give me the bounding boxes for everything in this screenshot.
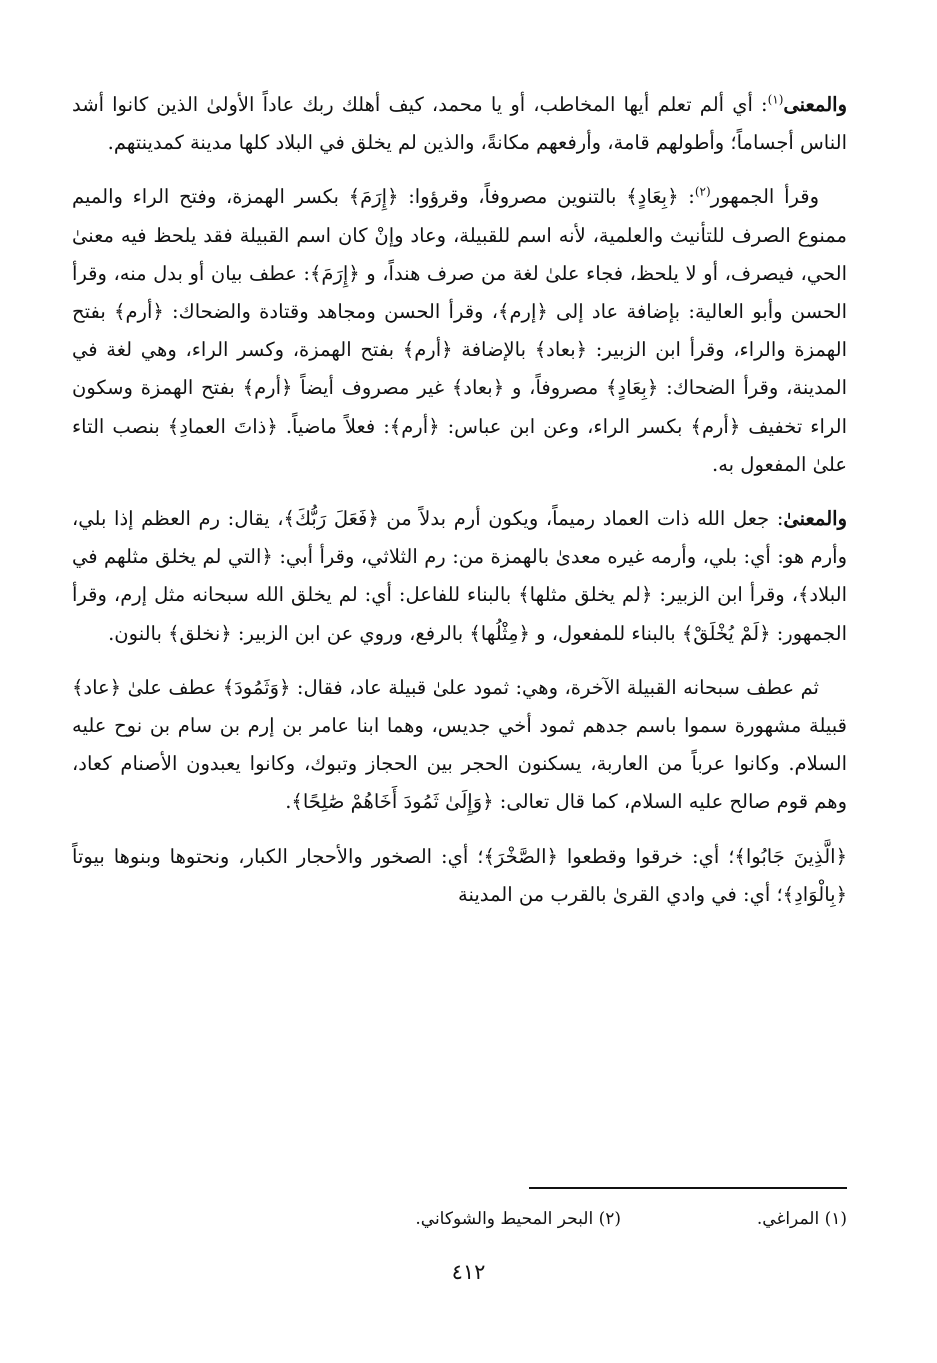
paragraph-text: : أي ألم تعلم أيها المخاطب، أو يا محمد، كيف أهلك ربك عاداً الأولىٰ الذين كانوا أشد الناس أجساماً؛ وأطولهم قامة، وأرفعهم مكانةً، والذين لم يخلق في البلاد كلها مدينة كمدينتهم. — [72, 93, 847, 155]
page-number: ٤١٢ — [451, 1260, 486, 1284]
paragraph-lead: وقرأ الجمهور — [710, 185, 819, 209]
paragraph-text: ﴿الَّذِينَ جَابُوا﴾؛ أي: خرقوا وقطعوا ﴿الصَّخْرَ﴾؛ أي: الصخور والأحجار الكبار، ونحتوها وبنوها بيوتاً ﴿بِالْوَادِ﴾؛ أي: في وادي القرىٰ بالقرب من المدينة — [72, 844, 847, 906]
main-text — [72, 86, 847, 930]
paragraph-text: : جعل الله ذات العماد رميماً، ويكون أرم بدلاً من ﴿فَعَلَ رَبُّكَ﴾، يقال: رم العظم إذا بلي، وأرم هو: أي: بلي، وأرمه غيره معدىٰ بالهمزة من: رم الثلاثي، وقرأ أبي: ﴿التي لم يخلق مثلهم في البلاد﴾، وقرأ ابن الزبير: ﴿لم يخلق مثلها﴾ بالبناء للفاعل: أي: لم يخلق الله سبحانه مثل إرم، وقرأ الجمهور: ﴿لَمْ يُخْلَقْ﴾ بالبناء للمفعول، و ﴿مِثْلُها﴾ بالرفع، وروي عن ابن الزبير: ﴿نخلق﴾ بالنون. — [72, 507, 847, 645]
paragraph-meaning — [72, 86, 847, 162]
paragraph-rock — [72, 838, 847, 914]
paragraph-lead: والمعنى — [783, 93, 847, 116]
paragraph-lead: والمعنىٰ — [783, 507, 847, 531]
footnote-1: (١) المراغي. — [756, 1209, 847, 1229]
footnote-2: (٢) البحر المحيط والشوكاني. — [415, 1209, 621, 1229]
paragraph-text: ثم عطف سبحانه القبيلة الآخرة، وهي: ثمود علىٰ قبيلة عاد، فقال: ﴿وَثَمُودَ﴾ عطف علىٰ ﴿عاد﴾ قبيلة مشهورة سموا باسم جدهم ثمود أخي جديس، وهما ابنا عامر بن إرم بن سام بن نوح عليه السلام. وكانوا عرباً من العاربة، يسكنون الحجر بين الحجاز وتبوك، وكانوا يعبدون الأصنام كعاد، وهم قوم صالح عليه السلام، كما قال تعالى: ﴿وَإِلَىٰ ثَمُودَ أَخَاهُمْ صَٰلِحًا﴾. — [72, 675, 847, 814]
footnote-ref: (١) — [767, 92, 784, 107]
paragraph-text: : ﴿بِعَادٍ﴾ بالتنوين مصروفاً، وقرؤوا: ﴿إِرَمَ﴾ بكسر الهمزة، وفتح الراء والميم ممنوع الصرف للتأنيث والعلمية، لأنه اسم للقبيلة، وعاد وإنْ كان اسم القبيلة فقد يلحظ فيه معنىٰ الحي، فيصرف، أو لا يلحظ، فجاء علىٰ لغة من صرف هنداً، و ﴿إِرَمَ﴾: عطف بيان أو بدل منه، وقرأ الحسن وأبو العالية: بإضافة عاد إلى ﴿إرم﴾، وقرأ الحسن ومجاهد وقتادة والضحاك: ﴿أرم﴾ بفتح الهمزة والراء، وقرأ ابن الزبير: ﴿بعاد﴾ بالإضافة ﴿أرم﴾ بفتح الهمزة، وكسر الراء، وهي لغة في المدينة، وقرأ الضحاك: ﴿بِعَادٍ﴾ مصروفاً، و ﴿بعاد﴾ غير مصروف أيضاً ﴿أرم﴾ بفتح الهمزة وسكون الراء تخفيف ﴿أرم﴾ بكسر الراء، وعن ابن عباس: ﴿أرم﴾: فعلاً ماضياً. ﴿ذاتَ العمادِ﴾ بنصب التاء علىٰ المفعول به. — [72, 185, 847, 476]
paragraph-meaning-2 — [72, 500, 847, 653]
paragraph-readings — [72, 178, 847, 484]
footnote-divider — [529, 1187, 847, 1189]
footnote-ref: (٢) — [694, 184, 711, 199]
paragraph-thamud — [72, 669, 847, 822]
